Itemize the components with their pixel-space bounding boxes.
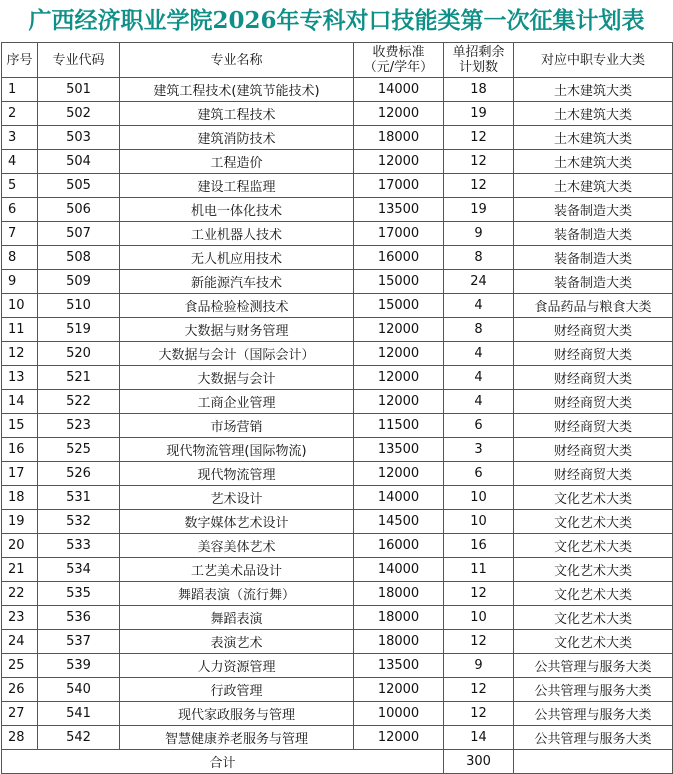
cell-fee: 10000 <box>354 702 444 726</box>
table-row <box>2 150 673 174</box>
table-row <box>2 294 673 318</box>
cell-fee: 13500 <box>354 198 444 222</box>
cell-name: 大数据与会计 <box>120 366 354 390</box>
table-body <box>2 78 673 750</box>
cell-quota: 14 <box>444 726 514 750</box>
cell-code: 523 <box>38 414 120 438</box>
cell-name: 数字媒体艺术设计 <box>120 510 354 534</box>
table-row <box>2 246 673 270</box>
cell-name: 工艺美术品设计 <box>120 558 354 582</box>
cell-category: 装备制造大类 <box>514 270 673 294</box>
cell-name: 建筑消防技术 <box>120 126 354 150</box>
table-row <box>2 486 673 510</box>
cell-index: 20 <box>2 534 38 558</box>
cell-quota: 16 <box>444 534 514 558</box>
table-row <box>2 726 673 750</box>
header-quota <box>444 43 514 78</box>
total-empty <box>514 750 673 774</box>
cell-quota: 8 <box>444 318 514 342</box>
cell-fee: 13500 <box>354 438 444 462</box>
cell-name: 大数据与财务管理 <box>120 318 354 342</box>
cell-category: 财经商贸大类 <box>514 462 673 486</box>
cell-code: 519 <box>38 318 120 342</box>
table-row <box>2 630 673 654</box>
header-quota-line1: 单招剩余 <box>452 45 505 60</box>
cell-category: 土木建筑大类 <box>514 174 673 198</box>
cell-quota: 18 <box>444 78 514 102</box>
cell-fee: 14000 <box>354 78 444 102</box>
cell-quota: 8 <box>444 246 514 270</box>
cell-code: 534 <box>38 558 120 582</box>
table-row <box>2 702 673 726</box>
cell-fee: 18000 <box>354 606 444 630</box>
cell-code: 505 <box>38 174 120 198</box>
cell-quota: 10 <box>444 606 514 630</box>
cell-fee: 14500 <box>354 510 444 534</box>
cell-quota: 6 <box>444 462 514 486</box>
cell-category: 文化艺术大类 <box>514 582 673 606</box>
header-quota-line2: 计划数 <box>458 60 498 75</box>
cell-category: 土木建筑大类 <box>514 150 673 174</box>
cell-quota: 12 <box>444 126 514 150</box>
cell-fee: 13500 <box>354 654 444 678</box>
cell-code: 540 <box>38 678 120 702</box>
table-row <box>2 366 673 390</box>
cell-code: 541 <box>38 702 120 726</box>
cell-name: 表演艺术 <box>120 630 354 654</box>
cell-category: 财经商贸大类 <box>514 438 673 462</box>
cell-name: 舞蹈表演（流行舞） <box>120 582 354 606</box>
cell-index: 8 <box>2 246 38 270</box>
cell-code: 520 <box>38 342 120 366</box>
cell-quota: 9 <box>444 222 514 246</box>
table-row <box>2 390 673 414</box>
cell-quota: 4 <box>444 294 514 318</box>
cell-code: 503 <box>38 126 120 150</box>
cell-code: 533 <box>38 534 120 558</box>
header-fee-line1: 收费标准 <box>372 45 425 60</box>
cell-code: 525 <box>38 438 120 462</box>
cell-code: 532 <box>38 510 120 534</box>
header-code: 专业代码 <box>38 43 120 78</box>
cell-category: 财经商贸大类 <box>514 342 673 366</box>
table-row <box>2 606 673 630</box>
cell-index: 1 <box>2 78 38 102</box>
cell-fee: 12000 <box>354 726 444 750</box>
cell-category: 文化艺术大类 <box>514 486 673 510</box>
table-row <box>2 174 673 198</box>
cell-name: 市场营销 <box>120 414 354 438</box>
table-row <box>2 534 673 558</box>
table-row <box>2 270 673 294</box>
cell-fee: 12000 <box>354 342 444 366</box>
cell-category: 装备制造大类 <box>514 222 673 246</box>
table-row <box>2 654 673 678</box>
cell-index: 5 <box>2 174 38 198</box>
total-value: 300 <box>444 750 514 774</box>
cell-index: 3 <box>2 126 38 150</box>
cell-name: 建设工程监理 <box>120 174 354 198</box>
cell-fee: 18000 <box>354 126 444 150</box>
cell-name: 现代家政服务与管理 <box>120 702 354 726</box>
cell-fee: 17000 <box>354 174 444 198</box>
cell-code: 506 <box>38 198 120 222</box>
cell-category: 文化艺术大类 <box>514 510 673 534</box>
table-row <box>2 438 673 462</box>
cell-name: 建筑工程技术 <box>120 102 354 126</box>
cell-name: 工业机器人技术 <box>120 222 354 246</box>
cell-code: 526 <box>38 462 120 486</box>
header-category: 对应中职专业大类 <box>514 43 673 78</box>
cell-fee: 12000 <box>354 366 444 390</box>
cell-index: 24 <box>2 630 38 654</box>
cell-code: 509 <box>38 270 120 294</box>
cell-fee: 16000 <box>354 246 444 270</box>
cell-category: 食品药品与粮食大类 <box>514 294 673 318</box>
cell-quota: 10 <box>444 510 514 534</box>
cell-code: 531 <box>38 486 120 510</box>
cell-index: 25 <box>2 654 38 678</box>
cell-category: 财经商贸大类 <box>514 318 673 342</box>
cell-quota: 6 <box>444 414 514 438</box>
cell-fee: 18000 <box>354 582 444 606</box>
cell-fee: 14000 <box>354 558 444 582</box>
table-row <box>2 102 673 126</box>
cell-quota: 4 <box>444 342 514 366</box>
cell-name: 美容美体艺术 <box>120 534 354 558</box>
cell-fee: 12000 <box>354 390 444 414</box>
cell-fee: 15000 <box>354 294 444 318</box>
cell-fee: 12000 <box>354 462 444 486</box>
cell-index: 16 <box>2 438 38 462</box>
cell-index: 2 <box>2 102 38 126</box>
cell-quota: 10 <box>444 486 514 510</box>
cell-fee: 15000 <box>354 270 444 294</box>
cell-code: 510 <box>38 294 120 318</box>
header-fee <box>354 43 444 78</box>
cell-category: 文化艺术大类 <box>514 558 673 582</box>
table-row <box>2 558 673 582</box>
cell-index: 18 <box>2 486 38 510</box>
document-title: 广西经济职业学院2026年专科对口技能类第一次征集计划表 <box>28 7 645 34</box>
cell-index: 23 <box>2 606 38 630</box>
cell-category: 文化艺术大类 <box>514 630 673 654</box>
table-row <box>2 198 673 222</box>
cell-fee: 12000 <box>354 318 444 342</box>
cell-quota: 11 <box>444 558 514 582</box>
cell-fee: 11500 <box>354 414 444 438</box>
cell-quota: 3 <box>444 438 514 462</box>
cell-category: 装备制造大类 <box>514 246 673 270</box>
cell-index: 11 <box>2 318 38 342</box>
cell-index: 26 <box>2 678 38 702</box>
cell-quota: 4 <box>444 390 514 414</box>
cell-category: 财经商贸大类 <box>514 414 673 438</box>
cell-category: 公共管理与服务大类 <box>514 654 673 678</box>
cell-name: 舞蹈表演 <box>120 606 354 630</box>
cell-fee: 17000 <box>354 222 444 246</box>
cell-code: 539 <box>38 654 120 678</box>
cell-name: 行政管理 <box>120 678 354 702</box>
cell-quota: 4 <box>444 366 514 390</box>
cell-quota: 12 <box>444 582 514 606</box>
table-row <box>2 342 673 366</box>
cell-quota: 24 <box>444 270 514 294</box>
header-name: 专业名称 <box>120 43 354 78</box>
cell-name: 新能源汽车技术 <box>120 270 354 294</box>
cell-name: 艺术设计 <box>120 486 354 510</box>
total-row <box>2 750 673 774</box>
cell-category: 公共管理与服务大类 <box>514 678 673 702</box>
cell-code: 521 <box>38 366 120 390</box>
cell-name: 工商企业管理 <box>120 390 354 414</box>
cell-fee: 14000 <box>354 486 444 510</box>
cell-quota: 19 <box>444 102 514 126</box>
table-row <box>2 510 673 534</box>
total-label: 合计 <box>2 750 444 774</box>
table-row <box>2 318 673 342</box>
cell-index: 21 <box>2 558 38 582</box>
cell-index: 14 <box>2 390 38 414</box>
table-row <box>2 126 673 150</box>
cell-code: 507 <box>38 222 120 246</box>
cell-name: 人力资源管理 <box>120 654 354 678</box>
cell-code: 502 <box>38 102 120 126</box>
cell-category: 公共管理与服务大类 <box>514 726 673 750</box>
cell-name: 机电一体化技术 <box>120 198 354 222</box>
cell-quota: 19 <box>444 198 514 222</box>
cell-code: 508 <box>38 246 120 270</box>
cell-index: 7 <box>2 222 38 246</box>
cell-name: 智慧健康养老服务与管理 <box>120 726 354 750</box>
cell-category: 土木建筑大类 <box>514 126 673 150</box>
cell-name: 建筑工程技术(建筑节能技术) <box>120 78 354 102</box>
cell-quota: 12 <box>444 630 514 654</box>
cell-index: 19 <box>2 510 38 534</box>
cell-category: 公共管理与服务大类 <box>514 702 673 726</box>
table-row <box>2 414 673 438</box>
cell-name: 无人机应用技术 <box>120 246 354 270</box>
cell-index: 4 <box>2 150 38 174</box>
cell-category: 土木建筑大类 <box>514 102 673 126</box>
cell-code: 537 <box>38 630 120 654</box>
cell-category: 装备制造大类 <box>514 198 673 222</box>
cell-index: 13 <box>2 366 38 390</box>
cell-index: 6 <box>2 198 38 222</box>
cell-quota: 12 <box>444 174 514 198</box>
table-row <box>2 678 673 702</box>
cell-index: 17 <box>2 462 38 486</box>
table-row <box>2 582 673 606</box>
cell-index: 28 <box>2 726 38 750</box>
cell-index: 12 <box>2 342 38 366</box>
cell-category: 财经商贸大类 <box>514 366 673 390</box>
cell-index: 27 <box>2 702 38 726</box>
cell-name: 工程造价 <box>120 150 354 174</box>
cell-category: 文化艺术大类 <box>514 606 673 630</box>
cell-name: 现代物流管理(国际物流) <box>120 438 354 462</box>
cell-index: 22 <box>2 582 38 606</box>
header-row <box>2 43 673 78</box>
cell-code: 501 <box>38 78 120 102</box>
enrollment-plan-table <box>1 42 673 774</box>
cell-code: 504 <box>38 150 120 174</box>
cell-index: 10 <box>2 294 38 318</box>
cell-fee: 12000 <box>354 678 444 702</box>
cell-quota: 9 <box>444 654 514 678</box>
cell-name: 大数据与会计（国际会计） <box>120 342 354 366</box>
cell-fee: 12000 <box>354 150 444 174</box>
cell-fee: 12000 <box>354 102 444 126</box>
cell-quota: 12 <box>444 150 514 174</box>
cell-category: 土木建筑大类 <box>514 78 673 102</box>
cell-category: 文化艺术大类 <box>514 534 673 558</box>
cell-quota: 12 <box>444 702 514 726</box>
cell-fee: 16000 <box>354 534 444 558</box>
table-row <box>2 78 673 102</box>
table-row <box>2 222 673 246</box>
cell-index: 15 <box>2 414 38 438</box>
cell-code: 535 <box>38 582 120 606</box>
cell-code: 542 <box>38 726 120 750</box>
cell-code: 536 <box>38 606 120 630</box>
cell-index: 9 <box>2 270 38 294</box>
cell-category: 财经商贸大类 <box>514 390 673 414</box>
header-fee-line2: （元/学年） <box>363 60 434 75</box>
header-index: 序号 <box>2 43 38 78</box>
cell-name: 现代物流管理 <box>120 462 354 486</box>
cell-fee: 18000 <box>354 630 444 654</box>
cell-name: 食品检验检测技术 <box>120 294 354 318</box>
cell-quota: 12 <box>444 678 514 702</box>
cell-code: 522 <box>38 390 120 414</box>
table-row <box>2 462 673 486</box>
